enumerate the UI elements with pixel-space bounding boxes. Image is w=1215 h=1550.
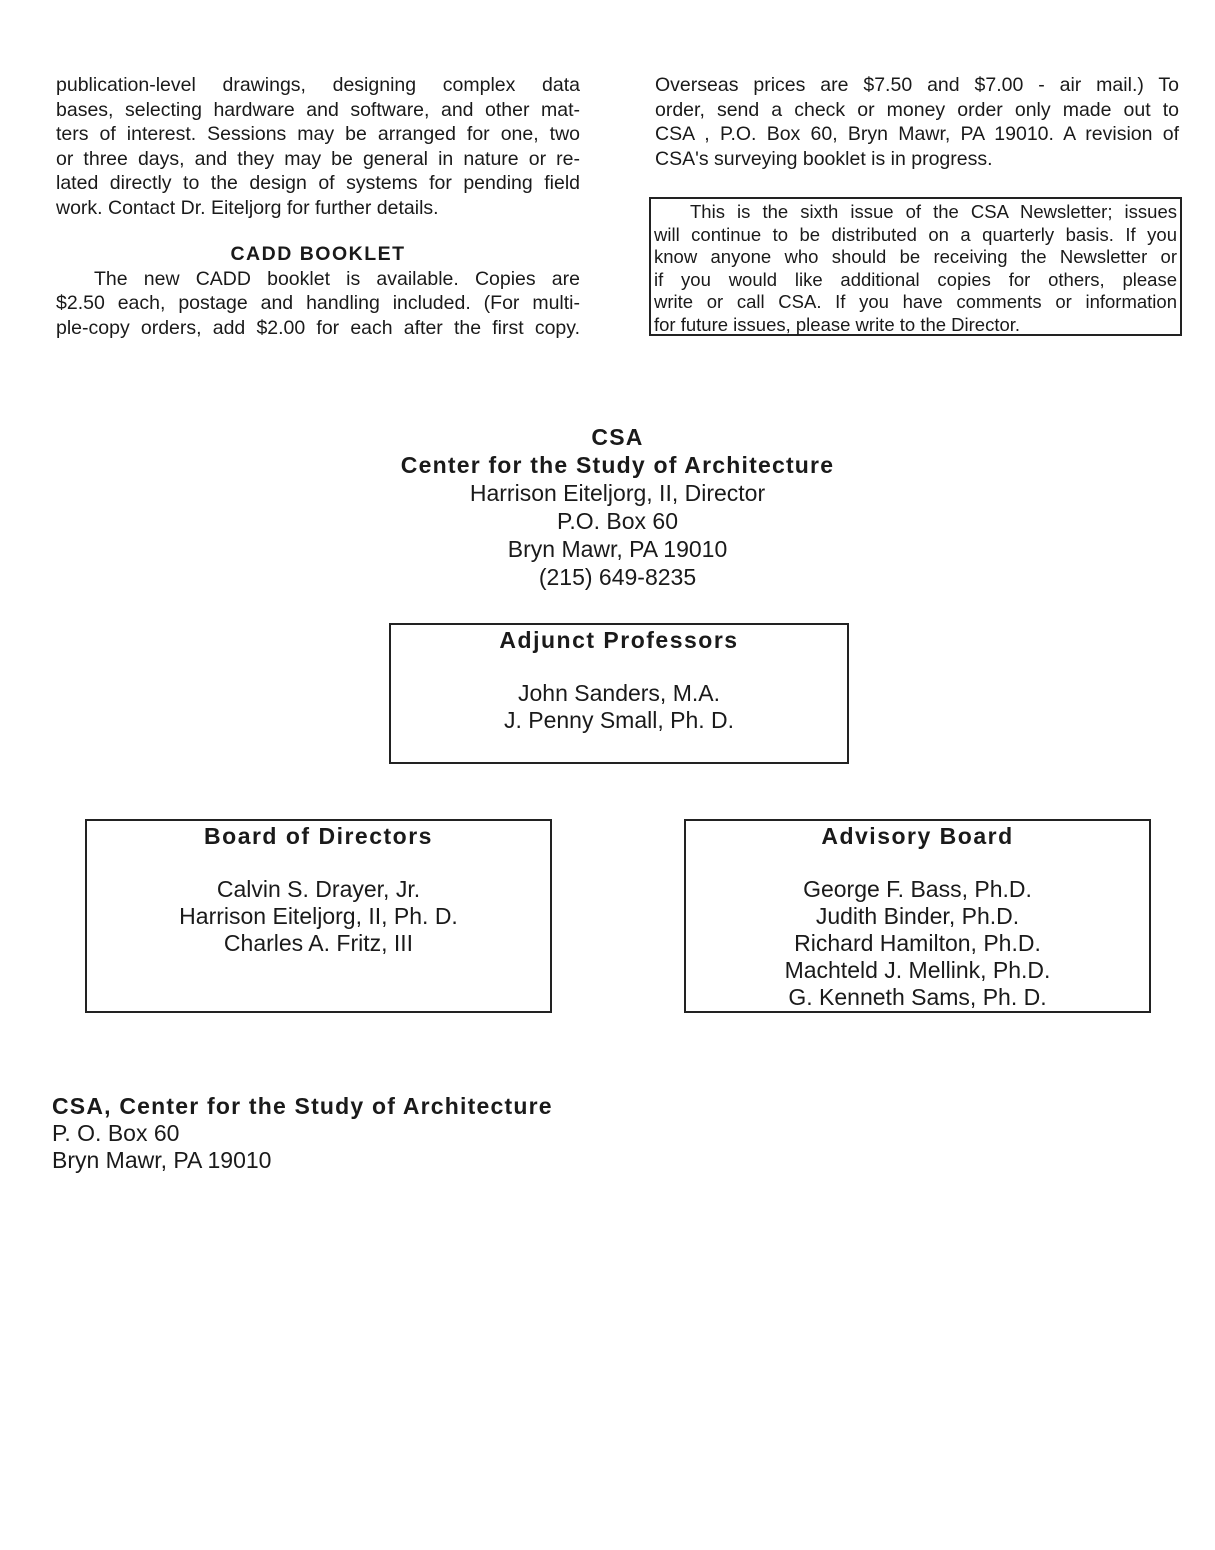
board-of-directors-title: Board of Directors xyxy=(204,823,433,849)
board-of-directors-box xyxy=(85,819,552,1013)
text-line: CSA , P.O. Box 60, Bryn Mawr, PA 19010. A revision of xyxy=(655,123,1179,145)
text-line: order, send a check or money order only made out to xyxy=(655,98,1179,121)
advisory-member: G. Kenneth Sams, Ph. D. xyxy=(788,984,1047,1010)
advisory-board-box xyxy=(684,819,1151,1013)
masthead-po-box: P.O. Box 60 xyxy=(556,508,679,534)
mailing-address-city: Bryn Mawr, PA 19010 xyxy=(52,1147,272,1173)
advisory-member: George F. Bass, Ph.D. xyxy=(803,876,1032,902)
advisory-member: Machteld J. Mellink, Ph.D. xyxy=(784,957,1051,983)
text-line: bases, selecting hardware and software, and other mat- xyxy=(56,98,580,121)
text-line: CSA's surveying booklet is in progress. xyxy=(655,147,993,170)
text-line: Overseas prices are $7.50 and $7.00 - air mail.) To xyxy=(655,74,1179,96)
left-column xyxy=(56,73,580,340)
director-member: Charles A. Fritz, III xyxy=(223,930,414,956)
masthead-phone: (215) 649-8235 xyxy=(538,564,697,590)
text-line: work. Contact Dr. Eiteljorg for further details. xyxy=(56,196,439,219)
text-line: write or call CSA. If you have comments or information xyxy=(654,291,1177,313)
text-line: $2.50 each, postage and handling included. (For multi- xyxy=(56,292,580,314)
director-member: Calvin S. Drayer, Jr. xyxy=(216,876,421,902)
workshop-paragraph xyxy=(56,73,580,220)
advisory-board-title: Advisory Board xyxy=(821,823,1014,849)
text-line: for future issues, please write to the Director. xyxy=(654,313,1021,335)
ordering-paragraph xyxy=(655,73,1179,171)
mailing-address-po-box: P. O. Box 60 xyxy=(52,1120,180,1146)
adjunct-professors-box xyxy=(389,623,849,764)
text-line: if you would like additional copies for others, please xyxy=(654,268,1177,290)
adjunct-member: John Sanders, M.A. xyxy=(518,680,720,706)
text-line: This is the sixth issue of the CSA Newsletter; issues xyxy=(690,201,1177,222)
masthead-director: Harrison Eiteljorg, II, Director xyxy=(469,480,766,506)
text-line: know anyone who should be receiving the Newsletter or xyxy=(654,246,1177,268)
newsletter-notice-box xyxy=(649,197,1182,336)
text-line: ters of interest. Sessions may be arranged for one, two xyxy=(56,123,580,145)
masthead-acronym: CSA xyxy=(591,424,644,450)
adjunct-professors-title: Adjunct Professors xyxy=(499,627,739,653)
advisory-member: Richard Hamilton, Ph.D. xyxy=(794,930,1041,956)
cadd-booklet-heading: CADD BOOKLET xyxy=(230,243,406,265)
mailing-address xyxy=(52,1093,553,1174)
masthead-city: Bryn Mawr, PA 19010 xyxy=(507,536,728,562)
text-line: publication-level drawings, designing complex data xyxy=(56,74,580,96)
advisory-member: Judith Binder, Ph.D. xyxy=(815,903,1020,929)
text-line: lated directly to the design of systems for pending field xyxy=(56,172,580,194)
adjunct-member: J. Penny Small, Ph. D. xyxy=(503,707,735,733)
text-line: or three days, and they may be general in nature or re- xyxy=(56,147,580,170)
mailing-address-name: CSA, Center for the Study of Architecture xyxy=(52,1093,553,1119)
text-line: will continue to be distributed on a quarterly basis. If you xyxy=(654,223,1177,245)
masthead xyxy=(300,423,935,591)
text-line: ple-copy orders, add $2.00 for each after the first copy. xyxy=(56,316,580,339)
director-member: Harrison Eiteljorg, II, Ph. D. xyxy=(179,903,458,929)
cadd-booklet-paragraph xyxy=(56,267,580,341)
text-line: The new CADD booklet is available. Copies are xyxy=(94,267,580,290)
right-column xyxy=(655,73,1179,171)
masthead-name: Center for the Study of Architecture xyxy=(400,452,835,478)
